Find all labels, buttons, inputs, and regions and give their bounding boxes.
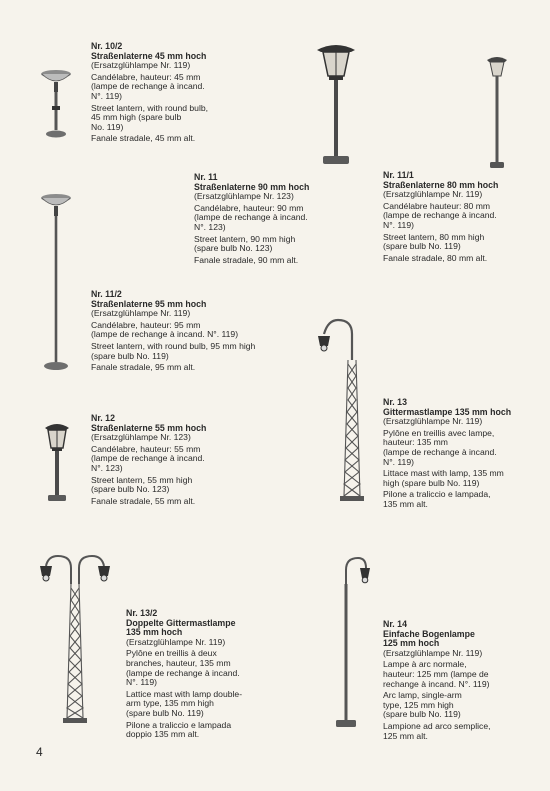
entry-subtitle: (Ersatzglühlampe Nr. 119) — [91, 308, 191, 319]
entry-number: Nr. 13 — [383, 397, 407, 407]
entry-french: Candélabre, hauteur: 95 mm (lampe de rechange à incand. N°. 119) — [91, 319, 239, 340]
entry-subtitle: (Ersatzglühlampe Nr. 119) — [383, 189, 483, 200]
entry-nr-13 — [383, 398, 543, 510]
entry-english: Littace mast with lamp, 135 mm high (spare bulb No. 119) — [383, 468, 504, 488]
entry-nr-12 — [91, 414, 281, 506]
lamp-10-2-illustration — [38, 66, 74, 140]
entry-nr-11-2 — [91, 290, 306, 373]
page-number: 4 — [36, 745, 43, 759]
entry-italian: Fanale stradale, 45 mm alt. — [91, 133, 196, 144]
entry-french: Candélabre, hauteur: 45 mm (lampe de rechange à incand. N°. 119) — [91, 71, 205, 101]
entry-french: Lampe à arc normale, hauteur: 125 mm (lampe de rechange à incand. N°. 119) — [383, 659, 490, 689]
lamp-11-2-illustration — [38, 190, 74, 374]
entry-number: Nr. 11 — [194, 172, 218, 182]
entry-french: Candélabre, hauteur: 90 mm (lampe de rechange à incand. N°. 123) — [194, 202, 308, 232]
entry-title: Straßenlaterne 55 mm hoch — [91, 422, 207, 433]
entry-nr-13-2 — [126, 609, 296, 740]
entry-number: Nr. 12 — [91, 413, 115, 423]
entry-french: Pylône en treillis avec lampe, hauteur: 135 mm (lampe de rechange à incand. N°. 119) — [383, 427, 497, 467]
entry-subtitle: (Ersatzglühlampe Nr. 119) — [91, 60, 191, 71]
lamp-14-illustration — [326, 554, 370, 734]
entry-title: Doppelte Gittermastlampe 135 mm hoch — [126, 617, 236, 638]
entry-english: Arc lamp, single-arm type, 125 mm high (spare bulb No. 119) — [383, 690, 462, 720]
entry-italian: Pilone a traliccio e lampada doppio 135 mm alt. — [126, 719, 232, 740]
entry-title: Straßenlaterne 45 mm hoch — [91, 50, 207, 61]
entry-number: Nr. 13/2 — [126, 608, 158, 618]
entry-italian: Fanale stradale, 90 mm alt. — [194, 254, 299, 265]
entry-english: Street lantern, 80 mm high (spare bulb No. 119) — [383, 231, 485, 252]
entry-subtitle: (Ersatzglühlampe Nr. 119) — [383, 416, 483, 427]
entry-subtitle: (Ersatzglühlampe Nr. 123) — [194, 191, 294, 202]
entry-english: Street lantern, with round bulb, 45 mm high (spare bulb No. 119) — [91, 102, 209, 132]
entry-number: Nr. 14 — [383, 619, 407, 629]
entry-number: Nr. 10/2 — [91, 41, 123, 51]
entry-french: Candélabre hauteur: 80 mm (lampe de rechange à incand. N°. 119) — [383, 200, 497, 230]
entry-title: Straßenlaterne 90 mm hoch — [194, 181, 310, 192]
entry-italian: Pilone a traliccio e lampada, 135 mm alt. — [383, 489, 491, 509]
entry-italian: Fanale stradale, 55 mm alt. — [91, 495, 196, 506]
lamp-12-illustration — [42, 420, 72, 504]
entry-italian: Lampione ad arco semplice, 125 mm alt. — [383, 720, 491, 741]
entry-italian: Fanale stradale, 95 mm alt. — [91, 362, 196, 373]
entry-subtitle: (Ersatzglühlampe Nr. 123) — [91, 432, 191, 443]
entry-title: Gittermastlampe 135 mm hoch — [383, 406, 512, 417]
lamp-13-illustration — [312, 314, 372, 508]
entry-title: Straßenlaterne 95 mm hoch — [91, 298, 207, 309]
lamp-13-2-illustration — [30, 550, 120, 730]
entry-number: Nr. 11/2 — [91, 289, 122, 299]
entry-title: Einfache Bogenlampe 125 mm hoch — [383, 628, 475, 649]
entry-title: Straßenlaterne 80 mm hoch — [383, 179, 499, 190]
entry-number: Nr. 11/1 — [383, 170, 414, 180]
entry-subtitle: (Ersatzglühlampe Nr. 119) — [126, 636, 226, 647]
entry-french: Pylône en treillis à deux branches, hauteur, 135 mm (lampe de rechange à incand. N°. 119) — [126, 648, 240, 688]
entry-italian: Fanale stradale, 80 mm alt. — [383, 252, 488, 263]
entry-english: Street lantern, with round bulb, 95 mm high (spare bulb No. 119) — [91, 340, 256, 361]
entry-english: Street lantern, 90 mm high (spare bulb No. 123) — [194, 233, 296, 254]
lamp-11-illustration — [313, 40, 359, 168]
entry-nr-11-1 — [383, 171, 543, 263]
entry-nr-10-2 — [91, 42, 291, 144]
entry-english: Street lantern, 55 mm high (spare bulb No. 123) — [91, 474, 193, 495]
entry-french: Candélabre, hauteur: 55 mm (lampe de rechange à incand. N°. 123) — [91, 443, 205, 473]
entry-nr-11 — [194, 173, 369, 265]
lamp-11-1-illustration — [484, 52, 510, 172]
entry-english: Lattice mast with lamp double- arm type, 135 mm high (spare bulb No. 119) — [126, 688, 243, 718]
entry-subtitle: (Ersatzglühlampe Nr. 119) — [383, 647, 483, 658]
entry-nr-14 — [383, 620, 543, 741]
